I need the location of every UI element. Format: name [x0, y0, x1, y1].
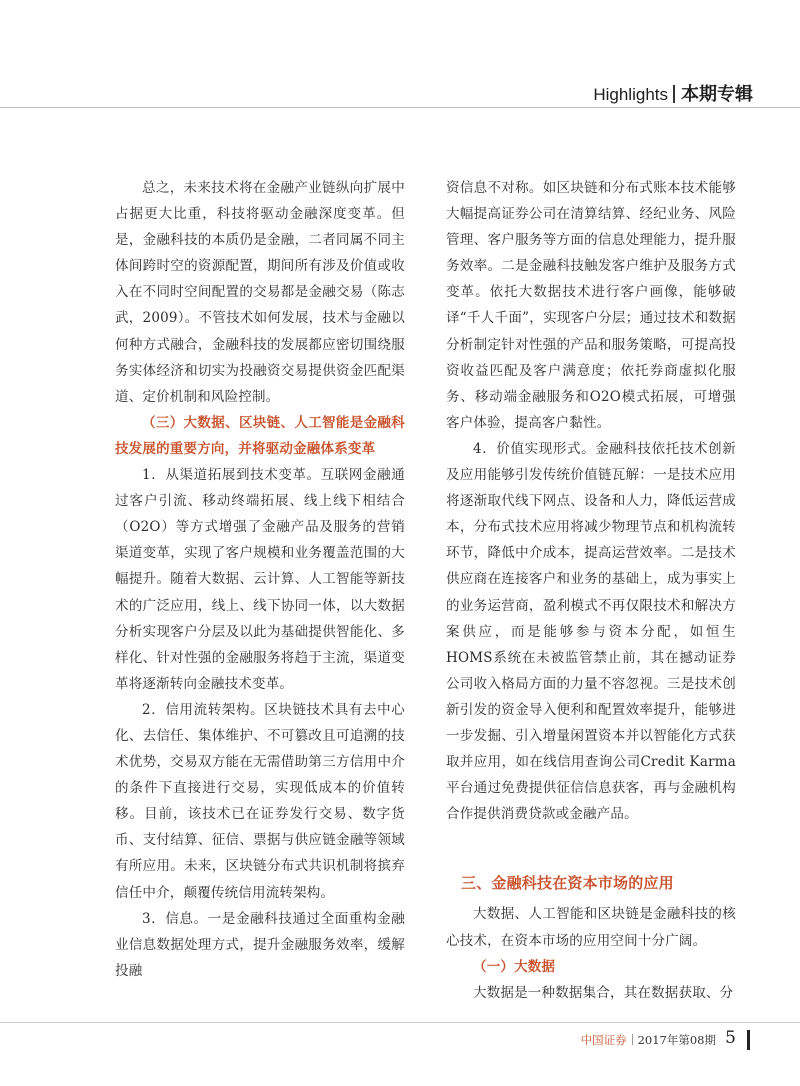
subsection-heading: （一）大数据: [473, 958, 556, 975]
paragraph: 4．价值实现形式。金融科技依托技术创新及应用能够引发传统价值链瓦解：一是技术应用将逐渐取代线下网点、设备和人力，降低运营成本，分布式技术应用将减少物理节点和机构流转环节，降低中介成本，提高运营效率。二是技术供应商在连接客户和业务的基础上，成为事实上的业务运营商，盈利模式不再仅限技术和解决方案供应，而是能够参与资本分配，如恒生HOMS系统在未被监管禁止前，其在撼动证券公司收入格局方面的力量不容忽视。三是技术创新引发的资金导入便利和配置效率提升，能够进一步发掘、引入增量闲置资本并以智能化方式获取并应用，如在线信用查询公司Credit Karma平台通过免费提供征信信息获客，再与金融机构合作提供消费贷款或金融产品。: [446, 440, 736, 823]
right-column: [446, 175, 736, 1006]
paragraph: 1．从渠道拓展到技术变革。互联网金融通过客户引流、移动终端拓展、线上线下相结合（O2O）等方式增强了金融产品及服务的营销渠道变革，实现了客户规模和业务覆盖范围的大幅提升。随着大数据、云计算、人工智能等新技术的广泛应用，线上、线下协同一体，以大数据分析实现客户分层及以此为基础提供智能化、多样化、针对性强的金融服务将趋于主流，渠道变革将逐渐转向金融技术变革。: [115, 467, 405, 692]
title-separator: [673, 85, 675, 103]
journal-name: 中国证券: [580, 1033, 627, 1047]
page-header: [0, 0, 800, 110]
issue-label: 2017年第08期: [637, 1033, 716, 1047]
footer-separator: [632, 1034, 633, 1045]
footer-line: [581, 1032, 716, 1048]
page-footer: [0, 1020, 800, 1086]
header-rule: [0, 107, 800, 108]
paragraph: 资信息不对称。如区块链和分布式账本技术能够大幅提高证券公司在清算结算、经纪业务、风险管理、客户服务等方面的信息处理能力，提升服务效率。二是金融科技触发客户维护及服务方式变革。依托大数据技术进行客户画像，能够破译“千人千面”，实现客户分层；通过技术和数据分析制定针对性强的产品和服务策略，可提高投资收益匹配及客户满意度；依托券商虚拟化服务、移动端金融服务和O2O模式拓展，可增强客户体验，提高客户黏性。: [446, 180, 736, 431]
paragraph: 3．信息。一是金融科技通过全面重构金融业信息数据处理方式，提升金融服务效率，缓解投融: [115, 910, 405, 979]
subheading: （三）大数据、区块链、人工智能是金融科技发展的重要方向，并将驱动金融体系变革: [115, 414, 405, 457]
paragraph: 总之，未来技术将在金融产业链纵向扩展中占据更大比重，科技将驱动金融深度变革。但是，金融科技的本质仍是金融，二者同属不同主体间跨时空的资源配置，期间所有涉及价值或收入在不同时空间配置的交易都是金融交易（陈志武，2009）。不管技术如何发展，技术与金融以何种方式融合，金融科技的发展都应密切围绕服务实体经济和切实为投融资交易提供资金匹配渠道、定价机制和风险控制。: [115, 180, 405, 405]
section-heading: 三、金融科技在资本市场的应用: [461, 874, 674, 893]
section-title-en: Highlights: [593, 85, 668, 104]
section-title-cn: 本期专辑: [681, 84, 753, 105]
left-column: [115, 175, 405, 984]
footer-rule: [0, 1022, 800, 1023]
page-bar: [747, 1030, 750, 1050]
paragraph: 大数据是一种数据集合，其在数据获取、分: [473, 984, 734, 1001]
paragraph: 大数据、人工智能和区块链是金融科技的核心技术，在资本市场的应用空间十分广阔。: [446, 906, 736, 949]
section-title: [593, 80, 753, 106]
paragraph: 2．信用流转架构。区块链技术具有去中心化、去信任、集体维护、不可篡改且可追溯的技术优势，交易双方能在无需借助第三方信用中介的条件下直接进行交易，实现低成本的价值转移。目前，该技术已在证券发行交易、数字货币、支付结算、征信、票据与供应链金融等领域有所应用。未来，区块链分布式共识机制将摈弃信任中介，颠覆传统信用流转架构。: [115, 701, 405, 901]
page-number: 5: [725, 1028, 736, 1048]
